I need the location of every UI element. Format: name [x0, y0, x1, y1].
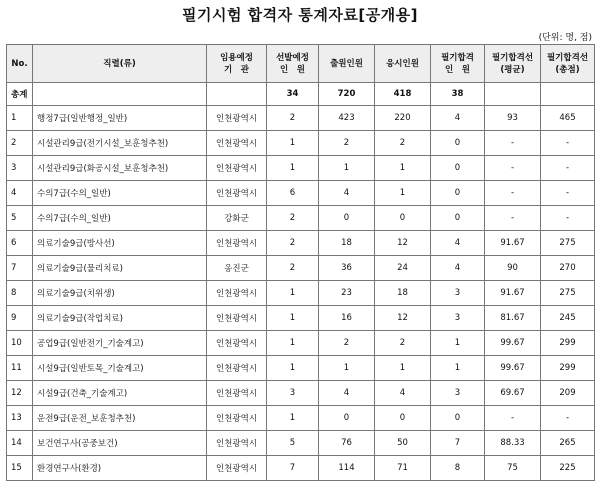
cell-passed: 0: [431, 131, 485, 156]
cell-no: 12: [7, 381, 33, 406]
cell-cutoff-total: 299: [541, 331, 595, 356]
cell-cutoff-total: -: [541, 156, 595, 181]
cell-cutoff-avg: 93: [485, 106, 541, 131]
table-row: [7, 331, 595, 356]
cell-takers: 2: [375, 331, 431, 356]
cell-applicants: 2: [319, 331, 375, 356]
cell-cutoff-total: 270: [541, 256, 595, 281]
cell-cutoff-avg: -: [485, 181, 541, 206]
cell-cutoff-avg: 91.67: [485, 231, 541, 256]
cell-planned: 2: [267, 206, 319, 231]
total-row: [7, 83, 595, 106]
cell-agency: 인천광역시: [207, 356, 267, 381]
cell-applicants: 4: [319, 181, 375, 206]
table-row: [7, 256, 595, 281]
cell-job: 행정7급(일반행정_일반): [33, 106, 207, 131]
cell-applicants: 23: [319, 281, 375, 306]
cell-cutoff-avg: -: [485, 131, 541, 156]
cell-agency: 인천광역시: [207, 381, 267, 406]
cell-no: 3: [7, 156, 33, 181]
cell-agency: 인천광역시: [207, 406, 267, 431]
cell-passed: 7: [431, 431, 485, 456]
table-row: [7, 181, 595, 206]
cell-takers: 1: [375, 356, 431, 381]
cell-passed: 3: [431, 281, 485, 306]
cell-agency: 인천광역시: [207, 156, 267, 181]
total-planned: 34: [267, 83, 319, 106]
total-job-empty: [33, 83, 207, 106]
cell-no: 2: [7, 131, 33, 156]
cell-applicants: 114: [319, 456, 375, 481]
cell-job: 시설관리9급(화공시설_보훈청추천): [33, 156, 207, 181]
cell-agency: 옹진군: [207, 256, 267, 281]
cell-job: 의료기술9급(작업치료): [33, 306, 207, 331]
cell-planned: 2: [267, 256, 319, 281]
cell-applicants: 16: [319, 306, 375, 331]
cell-planned: 6: [267, 181, 319, 206]
cell-planned: 1: [267, 131, 319, 156]
header-cutoff-total: 필기합격선 (총점): [541, 45, 595, 83]
cell-takers: 1: [375, 181, 431, 206]
cell-passed: 1: [431, 356, 485, 381]
cell-takers: 12: [375, 306, 431, 331]
total-cutoff-total-empty: [541, 83, 595, 106]
cell-passed: 4: [431, 256, 485, 281]
cell-takers: 4: [375, 381, 431, 406]
cell-job: 시설관리9급(전기시설_보훈청추천): [33, 131, 207, 156]
cell-cutoff-total: 465: [541, 106, 595, 131]
cell-job: 의료기술9급(물리치료): [33, 256, 207, 281]
cell-job: 시설9급(일반토목_기술계고): [33, 356, 207, 381]
cell-planned: 1: [267, 306, 319, 331]
cell-applicants: 0: [319, 206, 375, 231]
cell-no: 4: [7, 181, 33, 206]
cell-passed: 1: [431, 331, 485, 356]
table-row: [7, 431, 595, 456]
header-cutoff-avg: 필기합격선 (평균): [485, 45, 541, 83]
cell-job: 환경연구사(환경): [33, 456, 207, 481]
cell-planned: 1: [267, 156, 319, 181]
cell-applicants: 1: [319, 356, 375, 381]
cell-cutoff-total: -: [541, 181, 595, 206]
table-row: [7, 131, 595, 156]
header-passed: 필기합격 인 원: [431, 45, 485, 83]
cell-applicants: 2: [319, 131, 375, 156]
cell-planned: 7: [267, 456, 319, 481]
cell-cutoff-total: 265: [541, 431, 595, 456]
table-row: [7, 306, 595, 331]
header-agency: 임용예정 기 관: [207, 45, 267, 83]
cell-job: 운전9급(운전_보훈청추천): [33, 406, 207, 431]
cell-no: 9: [7, 306, 33, 331]
cell-planned: 3: [267, 381, 319, 406]
cell-cutoff-total: -: [541, 131, 595, 156]
header-takers: 응시인원: [375, 45, 431, 83]
cell-takers: 50: [375, 431, 431, 456]
cell-cutoff-avg: -: [485, 406, 541, 431]
cell-cutoff-total: -: [541, 406, 595, 431]
cell-cutoff-total: 275: [541, 281, 595, 306]
cell-no: 5: [7, 206, 33, 231]
cell-passed: 3: [431, 306, 485, 331]
total-label: 총계: [7, 83, 33, 106]
cell-agency: 인천광역시: [207, 181, 267, 206]
cell-takers: 18: [375, 281, 431, 306]
cell-applicants: 4: [319, 381, 375, 406]
cell-cutoff-total: 225: [541, 456, 595, 481]
cell-cutoff-avg: 75: [485, 456, 541, 481]
cell-cutoff-avg: 90: [485, 256, 541, 281]
cell-no: 6: [7, 231, 33, 256]
cell-agency: 인천광역시: [207, 131, 267, 156]
cell-job: 수의7급(수의_일반): [33, 206, 207, 231]
cell-cutoff-avg: 99.67: [485, 331, 541, 356]
table-row: [7, 106, 595, 131]
cell-passed: 0: [431, 156, 485, 181]
cell-cutoff-avg: -: [485, 206, 541, 231]
cell-takers: 71: [375, 456, 431, 481]
cell-planned: 1: [267, 281, 319, 306]
cell-no: 15: [7, 456, 33, 481]
cell-applicants: 423: [319, 106, 375, 131]
cell-cutoff-avg: 91.67: [485, 281, 541, 306]
cell-job: 의료기술9급(치위생): [33, 281, 207, 306]
cell-takers: 0: [375, 206, 431, 231]
cell-job: 시설9급(건축_기술계고): [33, 381, 207, 406]
stats-table: [6, 44, 595, 481]
cell-agency: 인천광역시: [207, 306, 267, 331]
cell-takers: 220: [375, 106, 431, 131]
cell-planned: 1: [267, 356, 319, 381]
cell-applicants: 36: [319, 256, 375, 281]
cell-job: 수의7급(수의_일반): [33, 181, 207, 206]
cell-cutoff-total: 275: [541, 231, 595, 256]
cell-job: 보건연구사(공중보건): [33, 431, 207, 456]
cell-cutoff-avg: -: [485, 156, 541, 181]
cell-no: 11: [7, 356, 33, 381]
table-row: [7, 356, 595, 381]
page-title: 필기시험 합격자 통계자료[공개용]: [181, 6, 419, 24]
cell-cutoff-avg: 99.67: [485, 356, 541, 381]
cell-passed: 4: [431, 106, 485, 131]
total-takers: 418: [375, 83, 431, 106]
cell-planned: 2: [267, 231, 319, 256]
cell-cutoff-total: 209: [541, 381, 595, 406]
cell-passed: 4: [431, 231, 485, 256]
cell-agency: 인천광역시: [207, 231, 267, 256]
cell-cutoff-total: -: [541, 206, 595, 231]
cell-agency: 강화군: [207, 206, 267, 231]
table-row: [7, 231, 595, 256]
cell-passed: 0: [431, 406, 485, 431]
unit-note: (단위: 명, 점): [538, 33, 592, 43]
cell-agency: 인천광역시: [207, 431, 267, 456]
total-passed: 38: [431, 83, 485, 106]
header-no: No.: [7, 45, 33, 83]
cell-planned: 1: [267, 331, 319, 356]
table-row: [7, 156, 595, 181]
cell-planned: 1: [267, 406, 319, 431]
cell-agency: 인천광역시: [207, 331, 267, 356]
header-row: [7, 45, 595, 83]
header-applicants: 출원인원: [319, 45, 375, 83]
cell-cutoff-total: 299: [541, 356, 595, 381]
header-planned: 선발예정 인 원: [267, 45, 319, 83]
cell-takers: 0: [375, 406, 431, 431]
cell-agency: 인천광역시: [207, 106, 267, 131]
cell-agency: 인천광역시: [207, 281, 267, 306]
cell-applicants: 1: [319, 156, 375, 181]
cell-passed: 0: [431, 181, 485, 206]
cell-planned: 2: [267, 106, 319, 131]
cell-passed: 0: [431, 206, 485, 231]
table-row: [7, 206, 595, 231]
cell-no: 14: [7, 431, 33, 456]
cell-planned: 5: [267, 431, 319, 456]
total-agency-empty: [207, 83, 267, 106]
header-job: 직렬(류): [33, 45, 207, 83]
total-cutoff-avg-empty: [485, 83, 541, 106]
cell-applicants: 0: [319, 406, 375, 431]
table-row: [7, 406, 595, 431]
table-row: [7, 456, 595, 481]
table-row: [7, 281, 595, 306]
cell-takers: 24: [375, 256, 431, 281]
cell-takers: 2: [375, 131, 431, 156]
cell-applicants: 18: [319, 231, 375, 256]
cell-job: 의료기술9급(방사선): [33, 231, 207, 256]
table-row: [7, 381, 595, 406]
cell-no: 10: [7, 331, 33, 356]
cell-no: 8: [7, 281, 33, 306]
cell-passed: 8: [431, 456, 485, 481]
cell-applicants: 76: [319, 431, 375, 456]
cell-agency: 인천광역시: [207, 456, 267, 481]
cell-no: 7: [7, 256, 33, 281]
cell-passed: 3: [431, 381, 485, 406]
cell-cutoff-avg: 69.67: [485, 381, 541, 406]
cell-job: 공업9급(일반전기_기술계고): [33, 331, 207, 356]
cell-no: 13: [7, 406, 33, 431]
cell-takers: 12: [375, 231, 431, 256]
cell-cutoff-total: 245: [541, 306, 595, 331]
total-applicants: 720: [319, 83, 375, 106]
cell-takers: 1: [375, 156, 431, 181]
cell-no: 1: [7, 106, 33, 131]
cell-cutoff-avg: 81.67: [485, 306, 541, 331]
cell-cutoff-avg: 88.33: [485, 431, 541, 456]
